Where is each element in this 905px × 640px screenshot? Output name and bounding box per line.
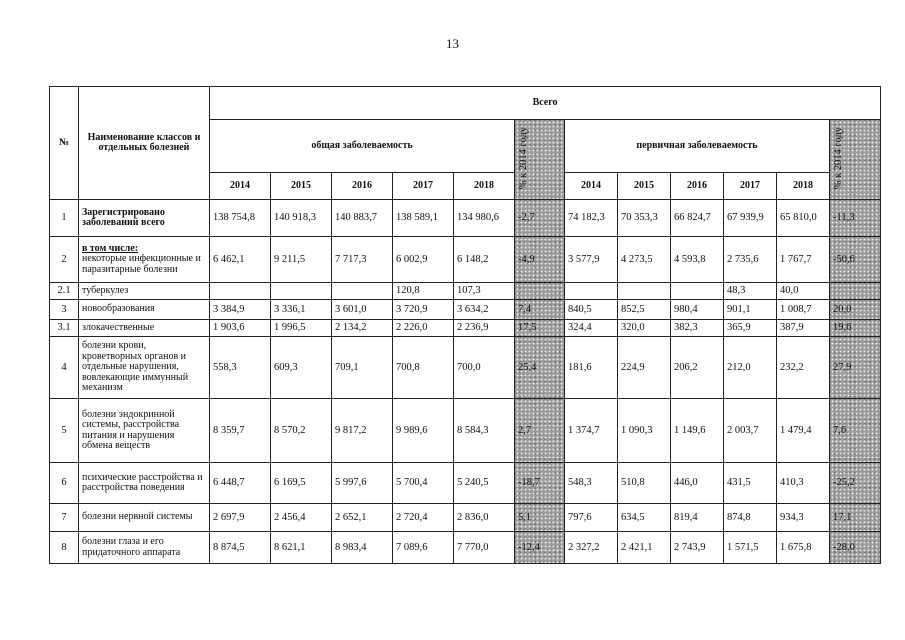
primary-pct-value	[830, 283, 881, 300]
primary-value-2015: 510,8	[618, 463, 671, 504]
disease-name-text: Зарегистрировано заболеваний всего	[82, 206, 165, 228]
header-year-2014: 2014	[210, 173, 271, 200]
primary-value-2016: 446,0	[671, 463, 724, 504]
general-value-2014: 8 359,7	[210, 399, 271, 463]
table-row	[50, 532, 881, 564]
disease-name-text: болезни эндокринной системы, расстройства питания и нарушения обмена веществ	[82, 408, 180, 451]
morbidity-table	[49, 86, 881, 564]
general-value-2015: 140 918,3	[271, 200, 332, 237]
header-year-2016: 2016	[332, 173, 393, 200]
general-value-2014: 3 384,9	[210, 300, 271, 320]
primary-value-2017: 2 003,7	[724, 399, 777, 463]
primary-value-2014	[565, 283, 618, 300]
table-row	[50, 463, 881, 504]
general-value-2018: 107,3	[454, 283, 515, 300]
primary-value-2015: 852,5	[618, 300, 671, 320]
disease-name	[79, 300, 210, 320]
general-value-2014: 558,3	[210, 337, 271, 399]
row-number: 5	[50, 399, 79, 463]
general-value-2014: 1 903,6	[210, 320, 271, 337]
general-value-2016: 2 134,2	[332, 320, 393, 337]
general-value-2014: 8 874,5	[210, 532, 271, 564]
disease-name	[79, 237, 210, 283]
disease-name	[79, 283, 210, 300]
general-value-2016: 2 652,1	[332, 504, 393, 532]
general-value-2015	[271, 283, 332, 300]
general-value-2018: 134 980,6	[454, 200, 515, 237]
primary-value-2014: 840,5	[565, 300, 618, 320]
general-value-2015: 9 211,5	[271, 237, 332, 283]
header-primary-morbidity: первичная заболеваемость	[565, 120, 830, 173]
general-value-2017: 2 226,0	[393, 320, 454, 337]
primary-value-2014: 1 374,7	[565, 399, 618, 463]
primary-value-2018: 387,9	[777, 320, 830, 337]
general-value-2016	[332, 283, 393, 300]
primary-value-2017: 874,8	[724, 504, 777, 532]
general-pct-value: -18,7	[515, 463, 565, 504]
primary-value-2016: 66 824,7	[671, 200, 724, 237]
primary-value-2016: 819,4	[671, 504, 724, 532]
row-number: 1	[50, 200, 79, 237]
general-value-2017: 6 002,9	[393, 237, 454, 283]
row-number: 3.1	[50, 320, 79, 337]
primary-value-2017: 67 939,9	[724, 200, 777, 237]
general-value-2017: 9 989,6	[393, 399, 454, 463]
general-value-2018: 7 770,0	[454, 532, 515, 564]
header-primary-year-2017: 2017	[724, 173, 777, 200]
header-primary-year-2018: 2018	[777, 173, 830, 200]
header-primary-year-2015: 2015	[618, 173, 671, 200]
disease-name	[79, 337, 210, 399]
primary-value-2018: 410,3	[777, 463, 830, 504]
disease-name-text: болезни глаза и его придаточного аппарата	[82, 536, 181, 558]
disease-name-text: болезни нервной системы	[82, 511, 193, 523]
primary-value-2014: 3 577,9	[565, 237, 618, 283]
general-value-2017: 138 589,1	[393, 200, 454, 237]
primary-value-2017: 901,1	[724, 300, 777, 320]
row-number: 2.1	[50, 283, 79, 300]
primary-value-2015: 224,9	[618, 337, 671, 399]
primary-value-2014: 548,3	[565, 463, 618, 504]
general-value-2016: 9 817,2	[332, 399, 393, 463]
primary-value-2015: 1 090,3	[618, 399, 671, 463]
primary-pct-value: -50,6	[830, 237, 881, 283]
disease-name-prefix: в том числе:	[82, 242, 139, 254]
general-value-2015: 8 621,1	[271, 532, 332, 564]
general-pct-value: 5,1	[515, 504, 565, 532]
primary-value-2015: 320,0	[618, 320, 671, 337]
general-value-2018: 2 236,9	[454, 320, 515, 337]
primary-value-2017: 48,3	[724, 283, 777, 300]
primary-value-2017: 2 735,6	[724, 237, 777, 283]
table-row	[50, 300, 881, 320]
header-number: №	[50, 87, 79, 200]
disease-name	[79, 532, 210, 564]
primary-value-2014: 2 327,2	[565, 532, 618, 564]
general-value-2014: 138 754,8	[210, 200, 271, 237]
general-value-2015: 1 996,5	[271, 320, 332, 337]
row-number: 7	[50, 504, 79, 532]
primary-pct-label: % к 2014 году	[833, 126, 844, 189]
primary-value-2016	[671, 283, 724, 300]
primary-value-2014: 181,6	[565, 337, 618, 399]
primary-pct-value: -25,2	[830, 463, 881, 504]
disease-name	[79, 504, 210, 532]
primary-value-2015: 2 421,1	[618, 532, 671, 564]
general-pct-value	[515, 283, 565, 300]
primary-pct-value: 7,6	[830, 399, 881, 463]
header-general-pct	[515, 120, 565, 200]
table-row	[50, 283, 881, 300]
general-value-2015: 2 456,4	[271, 504, 332, 532]
primary-value-2018: 1 479,4	[777, 399, 830, 463]
general-pct-value: 17,5	[515, 320, 565, 337]
general-value-2016: 140 883,7	[332, 200, 393, 237]
primary-value-2017: 431,5	[724, 463, 777, 504]
primary-value-2018: 1 767,7	[777, 237, 830, 283]
primary-value-2018: 1 008,7	[777, 300, 830, 320]
primary-pct-value: -11,3	[830, 200, 881, 237]
general-value-2016: 8 983,4	[332, 532, 393, 564]
disease-name	[79, 200, 210, 237]
general-value-2015: 6 169,5	[271, 463, 332, 504]
primary-value-2017: 1 571,5	[724, 532, 777, 564]
disease-name-text: психические расстройства и расстройства поведения	[82, 471, 203, 493]
general-value-2014: 2 697,9	[210, 504, 271, 532]
disease-name	[79, 399, 210, 463]
header-year-2015: 2015	[271, 173, 332, 200]
header-primary-year-2016: 2016	[671, 173, 724, 200]
row-number: 2	[50, 237, 79, 283]
disease-name-text: туберкулез	[82, 284, 129, 296]
general-value-2014: 6 448,7	[210, 463, 271, 504]
row-number: 4	[50, 337, 79, 399]
primary-value-2016: 980,4	[671, 300, 724, 320]
table-row	[50, 504, 881, 532]
primary-value-2017: 212,0	[724, 337, 777, 399]
general-value-2018: 700,0	[454, 337, 515, 399]
disease-name-text: некоторые инфекционные и паразитарные болезни	[82, 253, 201, 275]
disease-name-text: злокачественные	[82, 321, 155, 333]
general-value-2017: 700,8	[393, 337, 454, 399]
table-body	[50, 200, 881, 564]
primary-value-2018: 232,2	[777, 337, 830, 399]
primary-value-2016: 382,3	[671, 320, 724, 337]
disease-name-text: болезни крови, кроветворных органов и отдельные нарушения, вовлекающие иммунный механизм	[82, 340, 189, 394]
primary-value-2018: 934,3	[777, 504, 830, 532]
general-value-2018: 3 634,2	[454, 300, 515, 320]
header-total: Всего	[210, 87, 881, 120]
header-general-morbidity: общая заболеваемость	[210, 120, 515, 173]
row-number: 6	[50, 463, 79, 504]
general-value-2014	[210, 283, 271, 300]
primary-value-2014: 797,6	[565, 504, 618, 532]
general-value-2018: 8 584,3	[454, 399, 515, 463]
table-row	[50, 200, 881, 237]
general-pct-label: % к 2014 году	[518, 126, 529, 189]
general-value-2017: 5 700,4	[393, 463, 454, 504]
primary-pct-value: 19,6	[830, 320, 881, 337]
primary-value-2014: 74 182,3	[565, 200, 618, 237]
general-value-2016: 7 717,3	[332, 237, 393, 283]
primary-pct-value: 20,0	[830, 300, 881, 320]
table-row	[50, 237, 881, 283]
general-pct-value: -12,4	[515, 532, 565, 564]
primary-value-2015	[618, 283, 671, 300]
table-header	[50, 87, 881, 200]
primary-pct-value: 17,1	[830, 504, 881, 532]
header-name: Наименование классов и отдельных болезней	[79, 87, 210, 200]
table-row	[50, 399, 881, 463]
primary-value-2016: 206,2	[671, 337, 724, 399]
primary-value-2017: 365,9	[724, 320, 777, 337]
primary-value-2018: 65 810,0	[777, 200, 830, 237]
general-value-2017: 2 720,4	[393, 504, 454, 532]
general-value-2016: 709,1	[332, 337, 393, 399]
general-pct-value: 2,7	[515, 399, 565, 463]
general-value-2018: 5 240,5	[454, 463, 515, 504]
page-number: 13	[446, 36, 459, 51]
general-pct-value: -4,9	[515, 237, 565, 283]
primary-value-2018: 1 675,8	[777, 532, 830, 564]
header-primary-pct	[830, 120, 881, 200]
general-value-2014: 6 462,1	[210, 237, 271, 283]
primary-value-2018: 40,0	[777, 283, 830, 300]
general-value-2017: 7 089,6	[393, 532, 454, 564]
primary-value-2016: 2 743,9	[671, 532, 724, 564]
primary-value-2014: 324,4	[565, 320, 618, 337]
primary-value-2015: 634,5	[618, 504, 671, 532]
header-primary-year-2014: 2014	[565, 173, 618, 200]
primary-pct-value: 27,9	[830, 337, 881, 399]
table-row	[50, 337, 881, 399]
general-value-2015: 8 570,2	[271, 399, 332, 463]
general-value-2016: 5 997,6	[332, 463, 393, 504]
primary-value-2016: 4 593,8	[671, 237, 724, 283]
table-row	[50, 320, 881, 337]
primary-value-2016: 1 149,6	[671, 399, 724, 463]
general-pct-value: -2,7	[515, 200, 565, 237]
general-pct-value: 7,4	[515, 300, 565, 320]
general-value-2017: 3 720,9	[393, 300, 454, 320]
row-number: 3	[50, 300, 79, 320]
disease-name-text: новообразования	[82, 303, 155, 315]
general-value-2018: 2 836,0	[454, 504, 515, 532]
row-number: 8	[50, 532, 79, 564]
disease-name	[79, 463, 210, 504]
general-value-2015: 609,3	[271, 337, 332, 399]
general-value-2018: 6 148,2	[454, 237, 515, 283]
general-pct-value: 25,4	[515, 337, 565, 399]
general-value-2017: 120,8	[393, 283, 454, 300]
primary-value-2015: 4 273,5	[618, 237, 671, 283]
header-year-2018: 2018	[454, 173, 515, 200]
general-value-2016: 3 601,0	[332, 300, 393, 320]
disease-name	[79, 320, 210, 337]
primary-value-2015: 70 353,3	[618, 200, 671, 237]
primary-pct-value: -28,0	[830, 532, 881, 564]
general-value-2015: 3 336,1	[271, 300, 332, 320]
header-year-2017: 2017	[393, 173, 454, 200]
